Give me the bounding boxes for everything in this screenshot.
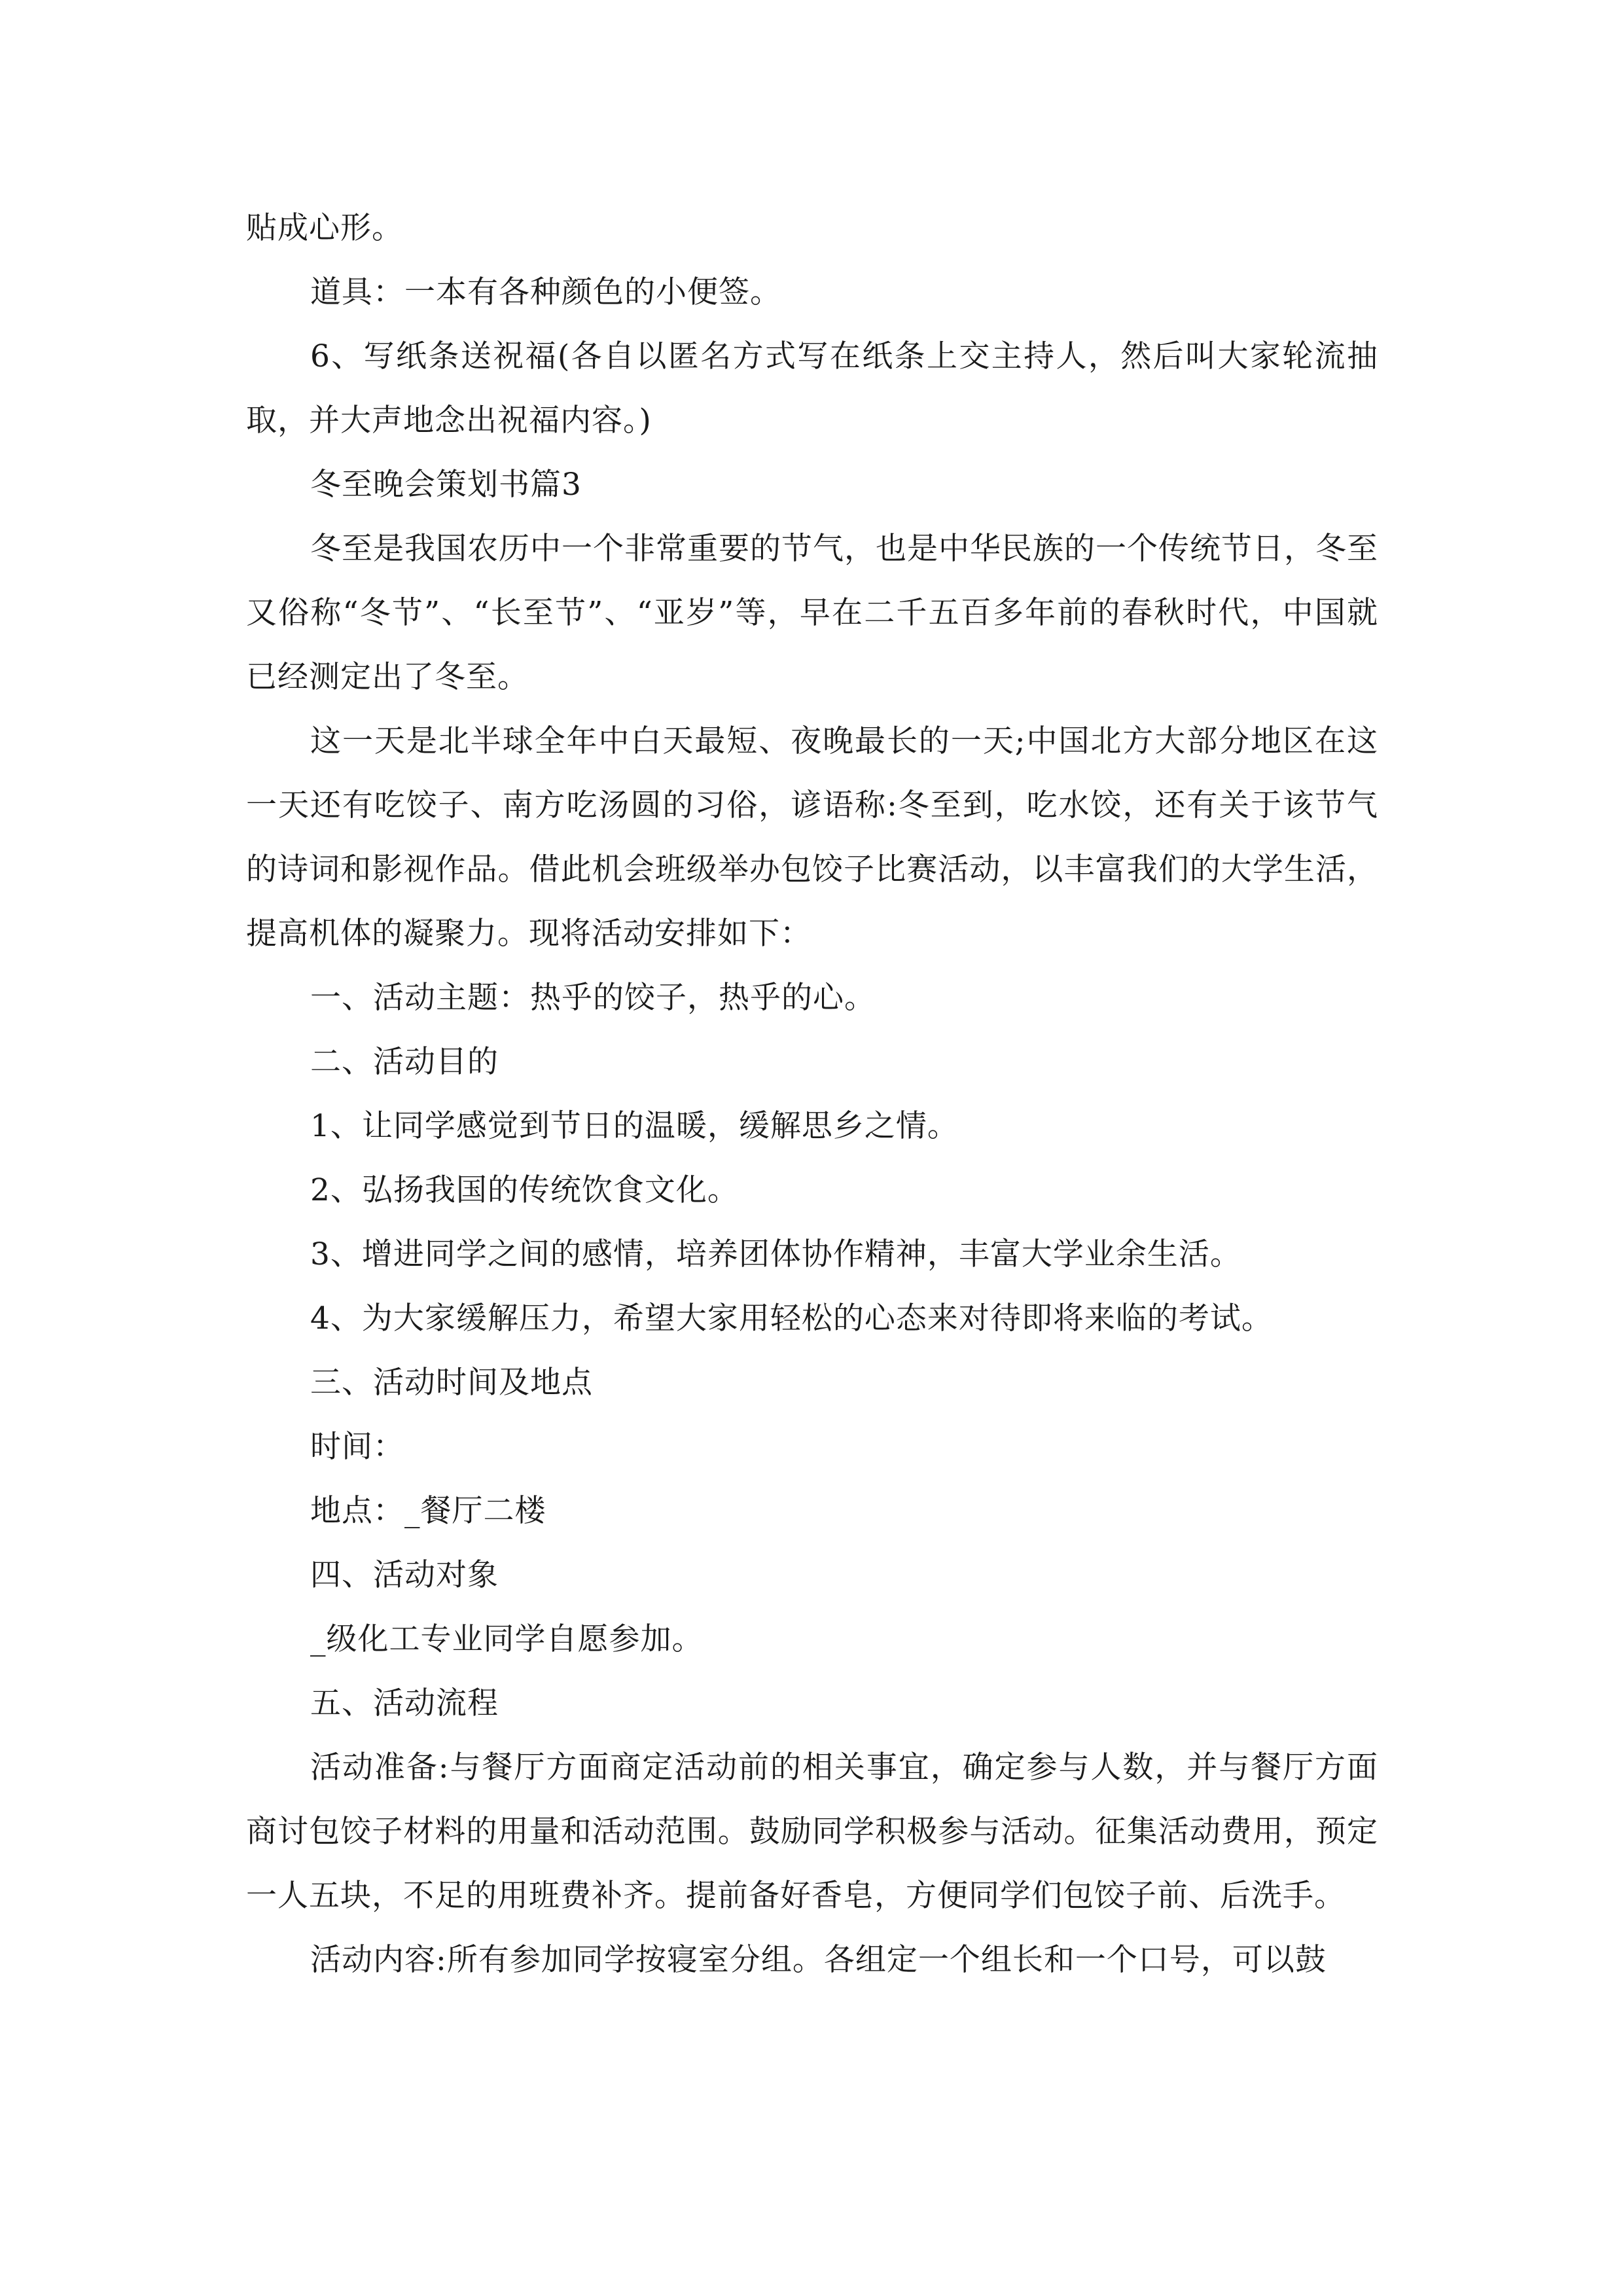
list-item: 1、让同学感觉到节日的温暖，缓解思乡之情。: [310, 1108, 959, 1144]
list-item: 地点：_餐厅二楼: [310, 1493, 546, 1529]
list-item: 4、为大家缓解压力，希望大家用轻松的心态来对待即将来临的考试。: [310, 1300, 1273, 1336]
paragraph: 这一天是北半球全年中白天最短、夜晚最长的一天;中国北方大部分地区在这一天还有吃饺子、南方吃汤圆的习俗，谚语称:冬至到，吃水饺，还有关于该节气的诗词和影视作品。借此机会班级举办包饺子比赛活动，以丰富我们的大学生活，提高机体的凝聚力。现将活动安排如下：: [246, 723, 1378, 952]
document-body: [246, 196, 1378, 1992]
section-heading: 四、活动对象: [310, 1557, 499, 1593]
paragraph: _级化工专业同学自愿参加。: [310, 1621, 704, 1657]
section-heading: 冬至晚会策划书篇3: [310, 467, 582, 503]
paragraph: 6、写纸条送祝福(各自以匿名方式写在纸条上交主持人，然后叫大家轮流抽取，并大声地念出祝福内容。): [246, 338, 1378, 439]
paragraph: 活动内容:所有参加同学按寝室分组。各组定一个组长和一个口号，可以鼓: [310, 1942, 1327, 1978]
list-item: 时间：: [310, 1429, 404, 1465]
section-heading: 三、活动时间及地点: [310, 1365, 593, 1401]
paragraph: 道具：一本有各种颜色的小便签。: [310, 274, 781, 310]
paragraph: 贴成心形。: [246, 210, 403, 246]
section-heading: 二、活动目的: [310, 1044, 499, 1080]
list-item: 2、弘扬我国的传统饮食文化。: [310, 1172, 739, 1208]
list-item: 3、增进同学之间的感情，培养团体协作精神，丰富大学业余生活。: [310, 1236, 1241, 1272]
section-heading: 五、活动流程: [310, 1685, 499, 1721]
paragraph: 活动准备:与餐厅方面商定活动前的相关事宜，确定参与人数，并与餐厅方面商讨包饺子材料的用量和活动范围。鼓励同学积极参与活动。征集活动费用，预定一人五块，不足的用班费补齐。提前备好香皂，方便同学们包饺子前、后洗手。: [246, 1749, 1378, 1914]
paragraph: 冬至是我国农历中一个非常重要的节气，也是中华民族的一个传统节日，冬至又俗称“冬节”、“长至节”、“亚岁”等，早在二千五百多年前的春秋时代，中国就已经测定出了冬至。: [246, 531, 1378, 695]
list-item: 一、活动主题：热乎的饺子，热乎的心。: [310, 980, 876, 1016]
